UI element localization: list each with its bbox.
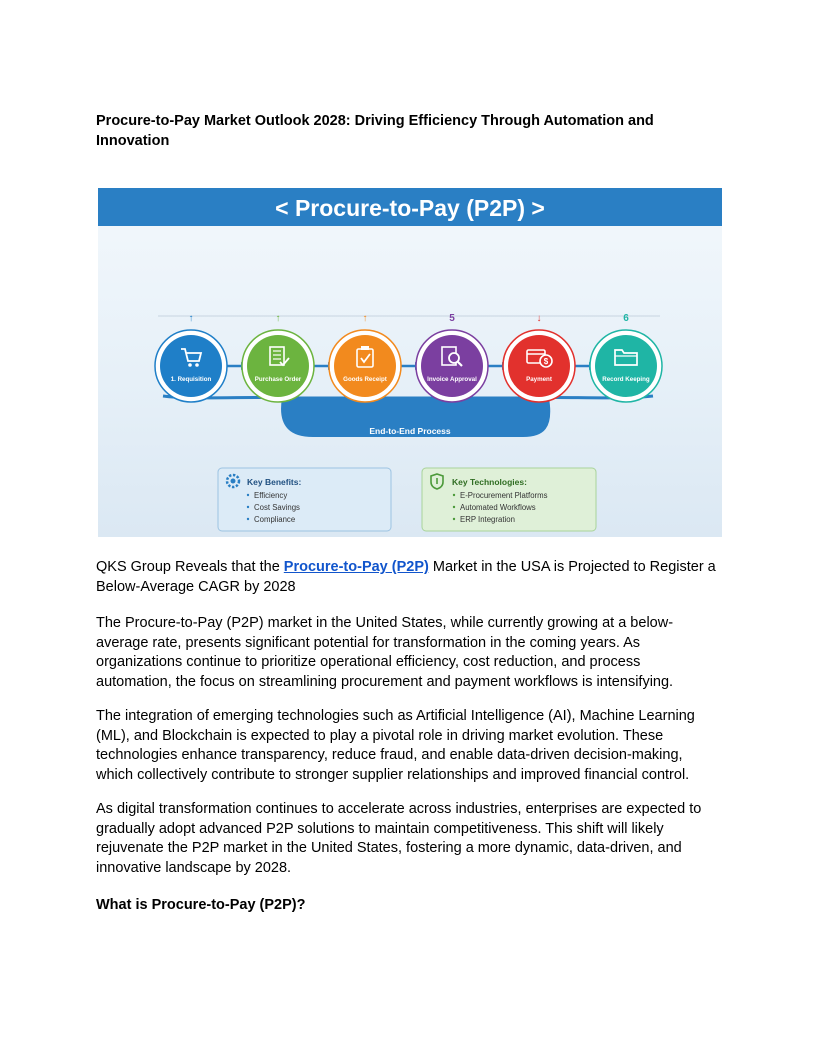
list-item: Cost Savings bbox=[254, 503, 300, 512]
step-circle bbox=[334, 335, 396, 397]
body-paragraph: The integration of emerging technologies such as Artificial Intelligence (AI), Machine Learning (ML), and Blockchain is expected to play a pivotal role in driving market evolution. These technologies enhance transparency, reduce fraud, and enable data-driven decision-making, which collectively contribute to stronger supplier relationships and improved financial control. bbox=[96, 708, 695, 783]
step-marker: 6 bbox=[623, 313, 629, 324]
banner-title: < Procure-to-Pay (P2P) > bbox=[275, 195, 545, 221]
bullet-dot bbox=[247, 506, 249, 508]
process-steps bbox=[155, 313, 662, 402]
bullet-dot bbox=[453, 518, 455, 520]
process-step bbox=[590, 313, 662, 402]
list-item: Compliance bbox=[254, 515, 296, 524]
list-item: Automated Workflows bbox=[460, 503, 536, 512]
step-marker: ↑ bbox=[188, 313, 194, 324]
process-step bbox=[155, 313, 227, 402]
p2p-market-link[interactable]: Procure-to-Pay (P2P) bbox=[283, 559, 429, 575]
step-marker: ↓ bbox=[536, 313, 542, 324]
step-label: Record Keeping bbox=[602, 376, 650, 383]
benefits-box bbox=[218, 468, 391, 531]
document-title: Procure-to-Pay Market Outlook 2028: Driving Efficiency Through Automation and Innovation bbox=[96, 113, 654, 149]
step-circle bbox=[247, 335, 309, 397]
step-label: Invoice Approval bbox=[427, 376, 477, 383]
process-step bbox=[416, 313, 488, 402]
list-item: E-Procurement Platforms bbox=[460, 491, 548, 500]
step-label: Purchase Order bbox=[254, 376, 302, 383]
technologies-heading: Key Technologies: bbox=[452, 477, 527, 487]
benefits-heading: Key Benefits: bbox=[247, 477, 302, 487]
step-label: 1. Requisition bbox=[170, 376, 212, 383]
list-item: ERP Integration bbox=[460, 515, 515, 524]
intro-prefix: QKS Group Reveals that the bbox=[96, 559, 284, 575]
bullet-dot bbox=[247, 518, 249, 520]
svg-text:$: $ bbox=[543, 357, 549, 366]
step-marker: ↑ bbox=[362, 313, 368, 324]
step-circle bbox=[421, 335, 483, 397]
bullet-dot bbox=[453, 506, 455, 508]
bullet-dot bbox=[247, 494, 249, 496]
process-step bbox=[503, 313, 575, 402]
list-item: Efficiency bbox=[254, 491, 288, 500]
section-heading: What is Procure-to-Pay (P2P)? bbox=[96, 897, 306, 913]
step-label: Payment bbox=[526, 376, 552, 383]
process-label: End-to-End Process bbox=[369, 426, 451, 436]
intro-paragraph bbox=[96, 558, 720, 597]
step-marker: 5 bbox=[449, 313, 455, 324]
intro-suffix: Market in the USA is Projected to Register a Below-Average CAGR by 2028 bbox=[96, 559, 716, 595]
step-circle bbox=[508, 335, 570, 397]
step-label: Goods Receipt bbox=[343, 376, 387, 383]
step-circle bbox=[595, 335, 657, 397]
step-marker: ↑ bbox=[275, 313, 281, 324]
p2p-infographic bbox=[98, 188, 722, 537]
p2p-infographic-svg bbox=[98, 188, 722, 537]
process-step bbox=[329, 313, 401, 402]
body-paragraph: As digital transformation continues to accelerate across industries, enterprises are expected to gradually adopt advanced P2P solutions to maintain competitiveness. This shift will likely rejuvenate the P2P market in the United States, fostering a more dynamic, data-driven, and innovative landscape by 2028. bbox=[96, 801, 702, 876]
loop-line bbox=[163, 396, 653, 398]
bullet-dot bbox=[453, 494, 455, 496]
body-paragraph: The Procure-to-Pay (P2P) market in the United States, while currently growing at a below-average rate, presents significant potential for transformation in the coming years. As organizations continue to prioritize operational efficiency, cost reduction, and process automation, the focus on streamlining procurement and payment workflows is intensifying. bbox=[96, 615, 674, 690]
process-step bbox=[242, 313, 314, 402]
